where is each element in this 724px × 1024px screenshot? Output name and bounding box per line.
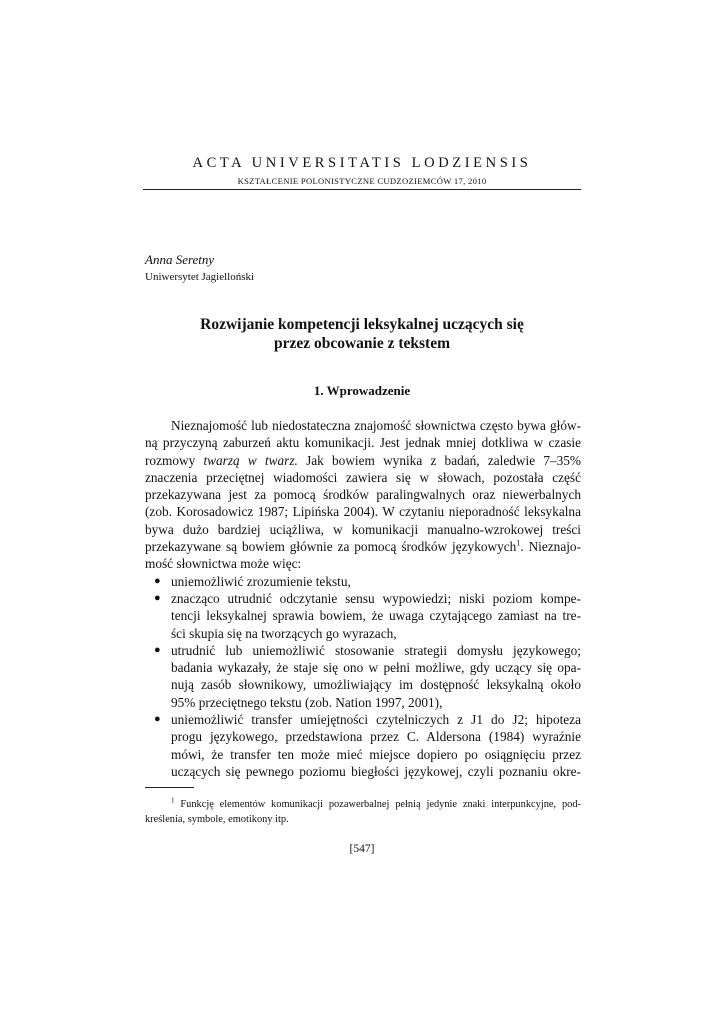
- author-affiliation: Uniwersytet Jagielloński: [145, 271, 255, 283]
- footnote-reference: 1: [516, 538, 521, 548]
- paragraph-line: bywa dużo bardziej uciążliwa, w komunikacji manualno-wzrokowej treści: [145, 521, 581, 537]
- bullet-icon: ●: [154, 643, 161, 656]
- article-title: [143, 315, 581, 353]
- paragraph-line: [145, 538, 581, 555]
- list-item: [145, 642, 581, 711]
- list-item-line: nują zasób słownikowy, umożliwiający im dostępność leksykalną około: [171, 677, 581, 693]
- list-item-line: tencji leksykalnej sprawia bowiem, że uwaga czytającego zamiast na tre-: [171, 608, 581, 624]
- bullet-list: [145, 573, 581, 781]
- footnote-text: Funkcję elementów komunikacji pozawerbalnej pełnią jedynie znaki interpunkcyjne, pod-: [180, 799, 581, 810]
- bullet-icon: ●: [154, 713, 161, 726]
- list-item-line: uczących się pewnego poziomu biegłości językowej, czyli poznaniu okre-: [171, 763, 581, 779]
- footnote-rule: [145, 787, 194, 788]
- footnote: [145, 797, 581, 827]
- list-item: [145, 573, 581, 590]
- list-item-line: utrudnić lub uniemożliwić stosowanie strategii domysłu językowego;: [171, 642, 581, 658]
- paragraph-line: znaczenia przeciętnej wiadomości zawiera się w słowach, pozostała część: [145, 469, 581, 485]
- footnote-line: kreślenia, symbole, emotikony itp.: [145, 814, 289, 825]
- paragraph-line: (zob. Korosadowicz 1987; Lipińska 2004). W czytaniu nieporadność leksykalna: [145, 504, 581, 520]
- bullet-icon: ●: [154, 591, 161, 604]
- emphasis-text: twarzą w twarz.: [203, 452, 298, 468]
- list-item: [145, 711, 581, 780]
- journal-series: KSZTAŁCENIE POLONISTYCZNE CUDZOZIEMCÓW 17, 2010: [237, 176, 487, 186]
- footnote-marker: 1: [171, 796, 175, 805]
- article-title-line-2: przez obcowanie z tekstem: [273, 335, 451, 352]
- list-item-line: ści skupia się na tworzących go wyrazach,: [171, 625, 397, 641]
- paragraph-line: [145, 452, 581, 469]
- list-item-line: progu językowego, przedstawiona przez C. Aldersona (1984) wyraźnie: [171, 729, 581, 745]
- list-item-line: znacząco utrudnić odczytanie sensu wypowiedzi; niski poziom kompe-: [171, 590, 581, 606]
- intro-paragraph: [145, 417, 581, 573]
- list-item-line: 95% przeciętnego tekstu (zob. Nation 1997, 2001),: [171, 694, 443, 710]
- list-item-line: uniemożliwić zrozumienie tekstu,: [171, 573, 351, 589]
- paragraph-text: Jak bowiem wynika z badań, zaledwie 7–35%: [306, 452, 581, 468]
- paragraph-text: przekazywane są bowiem głównie za pomocą środków językowych: [145, 539, 517, 555]
- list-item-line: uniemożliwić transfer umiejętności czytelniczych z J1 do J2; hipoteza: [171, 712, 581, 728]
- header-rule: [143, 189, 581, 190]
- footnote-line: [145, 797, 581, 812]
- paragraph-text: . Nieznajo-: [520, 539, 581, 555]
- bullet-icon: ●: [154, 574, 161, 587]
- section-heading: 1. Wprowadzenie: [313, 383, 411, 398]
- journal-title: ACTA UNIVERSITATIS LODZIENSIS: [192, 155, 532, 171]
- paragraph-line: przekazywana jest za pomocą środków paralingwalnych oraz niewerbalnych: [145, 487, 581, 503]
- list-item-line: mówi, że transfer ten może mieć miejsce dopiero po osiągnięciu przez: [171, 746, 581, 762]
- paragraph-line: ną przyczyną zaburzeń aktu komunikacji. Jest jednak mniej dotkliwa w czasie: [145, 435, 581, 451]
- paragraph-line: Nieznajomość lub niedostateczna znajomość słownictwa często bywa głów-: [171, 418, 581, 433]
- article-title-line-1: Rozwijanie kompetencji leksykalnej uczących się: [200, 316, 524, 333]
- author-name: Anna Seretny: [145, 252, 215, 267]
- page-number: [547]: [349, 843, 375, 855]
- list-item: [145, 590, 581, 642]
- paragraph-text: rozmowy: [145, 452, 196, 468]
- body-text: [145, 417, 581, 780]
- paragraph-line: mość słownictwa może więc:: [145, 556, 302, 572]
- list-item-line: badania wykazały, że staje się ono w pełni możliwe, gdy uczący się opa-: [171, 660, 581, 676]
